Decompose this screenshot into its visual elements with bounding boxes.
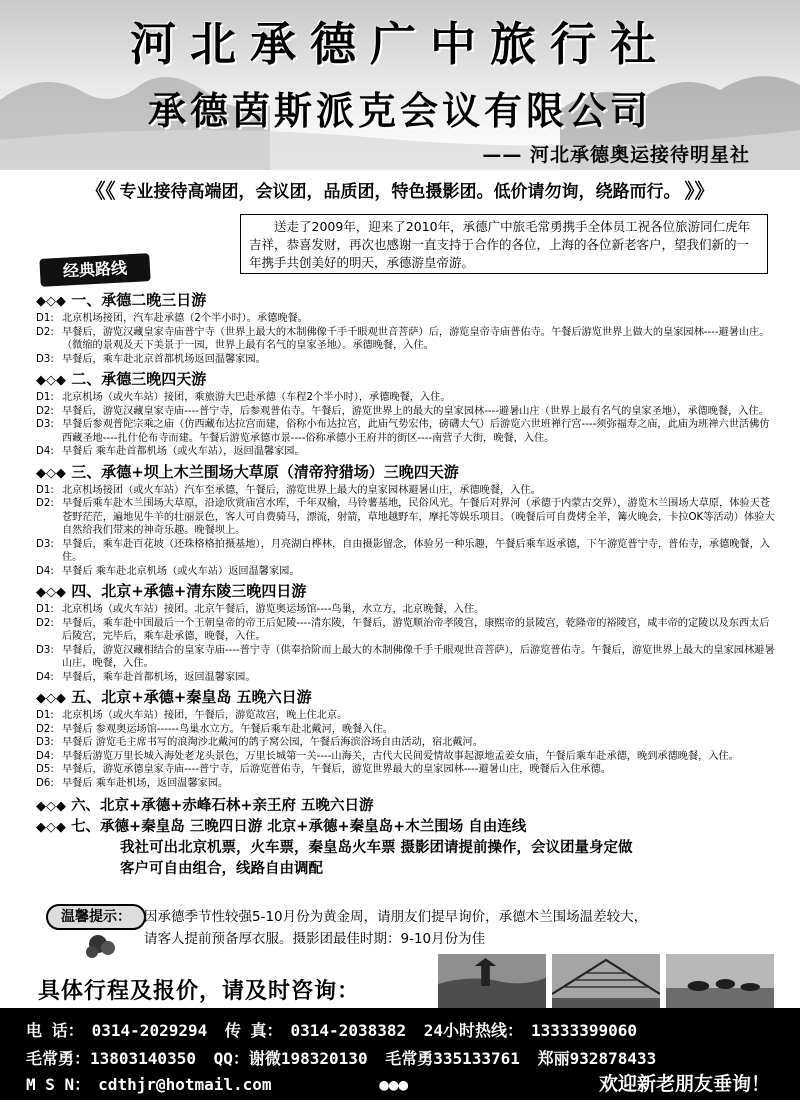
- warm-tip-text: 因承德季节性较强5-10月份为黄金周，请朋友们提早询价，承德木兰围场温差较大， 请客人提前预备厚衣服。摄影团最佳时期：9-10月份为佳: [144, 909, 648, 947]
- contact-row-msn: M S N： cdthjr@hotmail.com ●●●: [26, 1075, 409, 1094]
- route-list: [36, 290, 776, 880]
- day-item: D1: 北京机场（或火车站）接团，午餐后，游览故宫，晚上住北京。: [36, 710, 348, 721]
- diamond-bullet-icon: ◆◇◆: [36, 294, 66, 309]
- route-7-title: ◆◇◆ 七、承德+秦皇岛 三晚四日游 北京+承德+秦皇岛+木兰围场 自由连线: [36, 818, 527, 835]
- route-4: [36, 581, 776, 684]
- fax-number: 0314-2038382: [290, 1021, 407, 1040]
- route-title: ◆◇◆ 二、承德三晚四天游: [36, 370, 207, 388]
- classic-routes-tag: 经典路线: [39, 253, 150, 287]
- contact-row-persons: [26, 1046, 664, 1069]
- day-item: D2: 早餐后，游览汉藏皇家寺庙普宁寺（世界上最大的木制佛像千手千眼观世音菩萨）后，游览皇帝寺庙普佑寺。午餐后游览世界上做大的皇家园林----避暑山庄。（微缩的景观及天下美景于一园，世界上最有名气的皇家圣地）。承德晚餐，入住。: [36, 326, 770, 351]
- route-2: [36, 369, 776, 459]
- route-title: ◆◇◆ 一、承德二晚三日游: [36, 291, 207, 309]
- msn-address: cdthjr@hotmail.com: [98, 1075, 272, 1094]
- bullet-dots-icon: ●●●: [379, 1075, 409, 1094]
- warm-tip-badge: 温馨提示：: [46, 904, 146, 930]
- diamond-bullet-icon: ◆◇◆: [36, 799, 66, 814]
- bridge-photo: [552, 954, 660, 1008]
- diamond-bullet-icon: ◆◇◆: [36, 691, 66, 706]
- scenic-photos: [438, 954, 774, 1008]
- agency-name: 河北承德广中旅行社: [130, 17, 670, 71]
- day-item: D4: 早餐后，乘车赴首都机场，返回温馨家园。: [36, 671, 256, 683]
- day-item: D3: 早餐后，游览汉藏相结合的皇家寺庙----普宁寺（供奉拾阶而上最大的木制佛像千手千眼观世音菩萨），后游览普佑寺。午餐后，游览世界上最大的皇家园林避暑山庄，晚餐，入住。: [36, 644, 775, 669]
- day-item: D4: 早餐后 乘车赴首都机场（或火车站），返回温馨家园。: [36, 446, 305, 457]
- horses-photo: [666, 954, 774, 1008]
- diamond-bullet-icon: ◆◇◆: [36, 820, 66, 835]
- day-item: D2: 早餐后 参观奥运场馆------鸟巢水立方。午餐后乘车赴北戴河，晚餐入住。: [36, 723, 393, 735]
- day-item: D6: 早餐后 乘车赴机场，返回温馨家园。: [36, 777, 229, 789]
- route-title: ◆◇◆ 三、承德+坝上木兰围场大草原（清帝狩猎场）三晚四天游: [36, 462, 459, 481]
- day-item: D2: 早餐后，游览汉藏皇家寺庙----普宁寺，后参观普佑寺。午餐后，游览世界上的最大的皇家园林----避暑山庄（世界上最有名气的皇家圣地），承德晚餐，入住。: [36, 405, 769, 417]
- day-item: D1: 北京机场接团，汽车赴承德（2个半小时）。承德晚餐。: [36, 313, 308, 324]
- day-item: D4: 早餐后 乘车赴北京机场（或火车站）返回温馨家园。: [36, 565, 300, 577]
- flower-icon: [76, 930, 126, 960]
- route-6-title: ◆◇◆ 六、北京+承德+赤峰石林+亲王府 五晚六日游: [36, 797, 374, 814]
- ticket-service-note: 我社可出北京机票，火车票，秦皇岛火车票 摄影团请提前操作，会议团量身定做: [120, 840, 633, 856]
- route-1: [36, 290, 776, 366]
- diamond-bullet-icon: ◆◇◆: [36, 585, 66, 600]
- hotline-number: 13333399060: [531, 1021, 637, 1040]
- contact-person-3: 郑丽932878433: [537, 1049, 657, 1068]
- company-name: 承德茵斯派克会议有限公司: [147, 89, 652, 133]
- route-5: [36, 687, 776, 790]
- custom-combination-note: 客户可自由组合，线路自由调配: [120, 861, 323, 877]
- tagline: —— 河北承德奥运接待明星社: [482, 144, 750, 166]
- day-item: D3: 早餐后 游览毛主席书写的浪淘沙北戴河的鸽子窝公园，午餐后海滨浴场自由活动，宿北戴河。: [36, 737, 483, 748]
- contact-person-1: 毛常勇：13803140350: [26, 1049, 196, 1068]
- day-item: D3: 早餐后，乘车赴百花坡（还珠格格拍摄基地），月亮湖白桦林，自由摄影留念，体验另一种乐趣，午餐后乘车返承德，下午游览普宁寺，普佑寺，承德晚餐，入住。: [36, 538, 771, 563]
- day-item: D4: 早餐后游览万里长城入海处老龙头景色，万里长城第一关----山海关，古代大民间爱情故事起源地孟姜女庙，午餐后乘车赴承德，晚到承德晚餐，入住。: [36, 750, 739, 762]
- contact-footer: [0, 1008, 800, 1100]
- day-item: D2: 早餐后，乘车赴中国最后一个王朝皇帝的帝王后妃陵----清东陵，午餐后，游览顺治帝孝陵宫，康熙帝的景陵宫，乾隆帝的裕陵宫，咸丰帝的定陵以及东西太后后陵宫，完毕后，乘车赴承德，晚餐，入住。: [36, 617, 770, 642]
- day-item: D1: 北京机场接团（或火车站）汽车至承德，午餐后，游览世界上最大的皇家园林避暑山庄，承德晚餐，入住。: [36, 484, 541, 496]
- contact-person-2: 毛常勇335133761: [385, 1049, 520, 1068]
- temple-photo: [438, 954, 546, 1008]
- route-title: ◆◇◆ 四、北京+承德+清东陵三晚四日游: [36, 582, 307, 600]
- route-3: [36, 462, 776, 579]
- contact-row-phones: 电 话： 0314-2029294 传 真： 0314-2038382 24小时热线： 13333399060: [26, 1021, 637, 1040]
- diamond-bullet-icon: ◆◇◆: [36, 465, 66, 481]
- slogan-text: 专业接待高端团，会议团，品质团，特色摄影团。低价请勿询，绕路而行。: [119, 181, 681, 202]
- route-title: ◆◇◆ 五、北京+承德+秦皇岛 五晚六日游: [36, 688, 312, 706]
- diamond-bullet-icon: ◆◇◆: [36, 373, 66, 388]
- warm-tip: [46, 904, 776, 960]
- day-item: D1: 北京机场（或火车站）接团。北京午餐后，游览奥运场馆----鸟巢，水立方，北京晚餐，入住。: [36, 604, 485, 615]
- intro-message: 送走了2009年，迎来了2010年，承德广中旅毛常勇携手全体员工祝各位旅游同仁虎年吉祥，恭喜发财，再次也感谢一直支持于合作的各位，上海的各位新老客户，望我们新的一年携手共创美好的明天，承德游皇帝游。: [240, 214, 768, 274]
- day-item: D2: 早餐后乘车赴木兰围场大草原，沿途欣赏庙宫水库，千年双榆，马铃薯基地，民俗风光。午餐后对界河（承德于内蒙古交界），游览木兰围场大草原，体验天苍苍野茫茫，遍地见牛羊的壮丽景色，客人可自费骑马，漂流，射箭，草地越野车，摩托等娱乐项目。（晚餐后可自费烤全羊，篝火晚会，卡拉OK等活动）体验大自然给我们带来的神奇乐趣。晚餐坝上。: [36, 498, 775, 536]
- slogan-close-bracket: 》》: [684, 178, 715, 203]
- header-banner: [0, 0, 800, 172]
- qq-contact: QQ：谢微198320130: [213, 1049, 368, 1068]
- slogan-bar: [6, 176, 794, 202]
- phone-number: 0314-2029294: [91, 1021, 208, 1040]
- inquiry-prompt: 具体行程及报价，请及时咨询：: [38, 979, 361, 1004]
- day-item: D5: 早餐后，游览承德皇家寺庙----普宁寺，后游览普佑寺，午餐后，游览世界最大的皇家园林----避暑山庄，晚餐后入住承德。: [36, 764, 611, 775]
- day-item: D3: 早餐后，乘车赴北京首都机场返回温馨家园。: [36, 353, 266, 365]
- day-item: D1: 北京机场（或火车站）接团，乘旅游大巴赴承德（车程2个半小时），承德晚餐，入住。: [36, 392, 451, 403]
- day-item: D3: 早餐后参观普陀宗乘之庙（仿西藏布达拉宫而建，俗称小布达拉宫，此庙气势宏伟，磅礴大气）后游览六世班禅行宫----须弥福寿之庙，此庙为班禅六世活佛仿西藏圣地----扎什伦布寺而建。午餐后游览承德市景----俗称承德小王府井的街区----南营子大街，晚餐，入住。: [36, 419, 770, 444]
- welcome-message: 欢迎新老朋友垂询！: [598, 1073, 770, 1095]
- slogan-open-bracket: 《《: [85, 178, 116, 203]
